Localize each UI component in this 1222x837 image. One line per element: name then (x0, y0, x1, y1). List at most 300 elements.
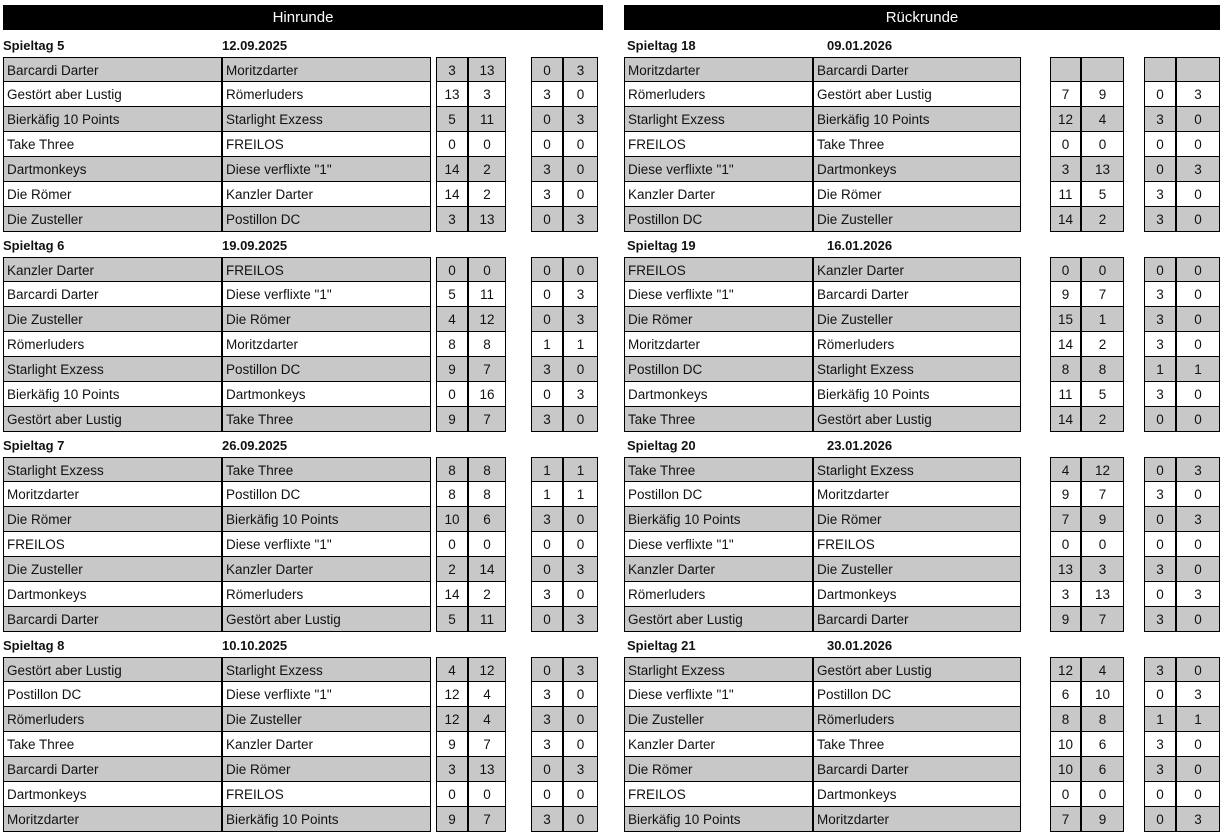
away-team-cell[interactable]: Starlight Exzess (813, 457, 1021, 482)
score-home-cell[interactable]: 14 (436, 157, 468, 182)
points-away-cell[interactable]: 3 (1176, 457, 1220, 482)
home-team-cell[interactable]: Diese verflixte "1" (624, 532, 813, 557)
points-away-cell[interactable]: 3 (563, 757, 598, 782)
points-home-cell[interactable]: 1 (531, 482, 563, 507)
home-team-cell[interactable]: Starlight Exzess (624, 107, 813, 132)
points-away-cell[interactable]: 0 (1176, 657, 1220, 682)
points-home-cell[interactable]: 0 (531, 607, 563, 632)
home-team-cell[interactable]: FREILOS (624, 257, 813, 282)
points-home-cell[interactable]: 3 (1144, 282, 1176, 307)
score-away-cell[interactable]: 4 (1081, 107, 1124, 132)
points-away-cell[interactable]: 0 (563, 807, 598, 832)
score-home-cell[interactable]: 12 (1050, 657, 1081, 682)
points-home-cell[interactable]: 0 (531, 307, 563, 332)
away-team-cell[interactable]: Dartmonkeys (813, 157, 1021, 182)
score-away-cell[interactable]: 4 (468, 682, 506, 707)
score-away-cell[interactable]: 2 (468, 582, 506, 607)
away-team-cell[interactable]: Die Zusteller (813, 207, 1021, 232)
score-home-cell[interactable]: 8 (1050, 707, 1081, 732)
score-away-cell[interactable]: 8 (468, 332, 506, 357)
points-home-cell[interactable]: 0 (531, 132, 563, 157)
points-away-cell[interactable]: 1 (563, 482, 598, 507)
home-team-cell[interactable]: Starlight Exzess (3, 357, 222, 382)
away-team-cell[interactable]: Bierkäfig 10 Points (222, 507, 431, 532)
points-home-cell[interactable]: 3 (1144, 107, 1176, 132)
score-away-cell[interactable]: 13 (468, 757, 506, 782)
home-team-cell[interactable]: Starlight Exzess (624, 657, 813, 682)
score-home-cell[interactable]: 7 (1050, 807, 1081, 832)
score-home-cell[interactable]: 11 (1050, 182, 1081, 207)
points-home-cell[interactable]: 0 (531, 382, 563, 407)
points-away-cell[interactable]: 0 (1176, 207, 1220, 232)
home-team-cell[interactable]: Die Zusteller (624, 707, 813, 732)
score-home-cell[interactable]: 5 (436, 607, 468, 632)
points-away-cell[interactable]: 0 (1176, 607, 1220, 632)
away-team-cell[interactable]: Römerluders (813, 332, 1021, 357)
away-team-cell[interactable]: Gestört aber Lustig (813, 82, 1021, 107)
home-team-cell[interactable]: Die Zusteller (3, 307, 222, 332)
away-team-cell[interactable]: Römerluders (222, 82, 431, 107)
home-team-cell[interactable]: Gestört aber Lustig (3, 657, 222, 682)
home-team-cell[interactable]: Diese verflixte "1" (624, 682, 813, 707)
score-home-cell[interactable]: 0 (1050, 782, 1081, 807)
points-home-cell[interactable]: 3 (1144, 482, 1176, 507)
home-team-cell[interactable]: Diese verflixte "1" (624, 157, 813, 182)
score-home-cell[interactable]: 7 (1050, 507, 1081, 532)
points-home-cell[interactable]: 0 (1144, 132, 1176, 157)
score-away-cell[interactable]: 14 (468, 557, 506, 582)
score-home-cell[interactable]: 4 (436, 657, 468, 682)
away-team-cell[interactable]: Dartmonkeys (813, 582, 1021, 607)
points-home-cell[interactable]: 0 (531, 107, 563, 132)
home-team-cell[interactable]: Take Three (624, 407, 813, 432)
points-home-cell[interactable]: 3 (531, 157, 563, 182)
points-home-cell[interactable]: 3 (1144, 732, 1176, 757)
away-team-cell[interactable]: Moritzdarter (222, 332, 431, 357)
away-team-cell[interactable]: Gestört aber Lustig (813, 407, 1021, 432)
score-away-cell[interactable]: 0 (1081, 532, 1124, 557)
home-team-cell[interactable]: Bierkäfig 10 Points (624, 807, 813, 832)
points-away-cell[interactable]: 3 (1176, 82, 1220, 107)
points-away-cell[interactable]: 0 (1176, 332, 1220, 357)
score-away-cell[interactable]: 0 (468, 132, 506, 157)
points-away-cell[interactable]: 0 (563, 732, 598, 757)
score-away-cell[interactable]: 8 (1081, 707, 1124, 732)
score-away-cell[interactable]: 0 (468, 782, 506, 807)
score-home-cell[interactable]: 4 (436, 307, 468, 332)
points-home-cell[interactable]: 0 (531, 757, 563, 782)
points-home-cell[interactable]: 3 (531, 507, 563, 532)
points-away-cell[interactable]: 3 (1176, 682, 1220, 707)
home-team-cell[interactable]: Bierkäfig 10 Points (624, 507, 813, 532)
away-team-cell[interactable]: Dartmonkeys (813, 782, 1021, 807)
home-team-cell[interactable]: Barcardi Darter (3, 607, 222, 632)
score-away-cell[interactable]: 10 (1081, 682, 1124, 707)
away-team-cell[interactable]: Gestört aber Lustig (813, 657, 1021, 682)
home-team-cell[interactable]: Take Three (3, 732, 222, 757)
away-team-cell[interactable]: Postillon DC (222, 357, 431, 382)
away-team-cell[interactable]: FREILOS (813, 532, 1021, 557)
score-away-cell[interactable]: 2 (468, 182, 506, 207)
points-home-cell[interactable]: 3 (531, 582, 563, 607)
points-home-cell[interactable]: 0 (531, 257, 563, 282)
points-home-cell[interactable]: 3 (1144, 757, 1176, 782)
points-home-cell[interactable]: 3 (531, 732, 563, 757)
home-team-cell[interactable]: Die Römer (624, 757, 813, 782)
points-away-cell[interactable]: 0 (563, 707, 598, 732)
away-team-cell[interactable]: Römerluders (222, 582, 431, 607)
score-away-cell[interactable]: 11 (468, 607, 506, 632)
points-away-cell[interactable]: 0 (563, 532, 598, 557)
score-away-cell[interactable]: 16 (468, 382, 506, 407)
score-home-cell[interactable]: 4 (1050, 457, 1081, 482)
points-away-cell[interactable]: 3 (563, 307, 598, 332)
score-home-cell[interactable]: 5 (436, 282, 468, 307)
points-home-cell[interactable]: 0 (531, 557, 563, 582)
away-team-cell[interactable]: Die Zusteller (813, 557, 1021, 582)
home-team-cell[interactable]: Die Zusteller (3, 207, 222, 232)
score-away-cell[interactable]: 4 (1081, 657, 1124, 682)
points-home-cell[interactable]: 3 (531, 707, 563, 732)
home-team-cell[interactable]: Die Römer (3, 182, 222, 207)
points-home-cell[interactable]: 1 (1144, 707, 1176, 732)
score-away-cell[interactable]: 5 (1081, 182, 1124, 207)
points-away-cell[interactable]: 3 (1176, 507, 1220, 532)
away-team-cell[interactable]: Starlight Exzess (222, 107, 431, 132)
home-team-cell[interactable]: Postillon DC (3, 682, 222, 707)
score-away-cell[interactable]: 11 (468, 107, 506, 132)
points-home-cell[interactable]: 3 (531, 407, 563, 432)
score-home-cell[interactable]: 5 (436, 107, 468, 132)
points-home-cell[interactable]: 3 (531, 357, 563, 382)
away-team-cell[interactable]: Kanzler Darter (222, 557, 431, 582)
away-team-cell[interactable]: Die Römer (222, 757, 431, 782)
points-away-cell[interactable]: 1 (563, 332, 598, 357)
away-team-cell[interactable]: Die Zusteller (222, 707, 431, 732)
points-away-cell[interactable]: 0 (1176, 307, 1220, 332)
score-away-cell[interactable]: 12 (1081, 457, 1124, 482)
score-away-cell[interactable]: 0 (468, 532, 506, 557)
home-team-cell[interactable]: Moritzdarter (624, 332, 813, 357)
home-team-cell[interactable]: Diese verflixte "1" (624, 282, 813, 307)
score-home-cell[interactable]: 8 (436, 482, 468, 507)
points-away-cell[interactable]: 3 (563, 57, 598, 82)
score-home-cell[interactable]: 0 (436, 382, 468, 407)
points-home-cell[interactable]: 0 (1144, 257, 1176, 282)
points-away-cell[interactable]: 3 (563, 282, 598, 307)
away-team-cell[interactable]: Dartmonkeys (222, 382, 431, 407)
points-home-cell[interactable]: 0 (1144, 457, 1176, 482)
points-away-cell[interactable]: 3 (1176, 582, 1220, 607)
score-home-cell[interactable]: 3 (1050, 157, 1081, 182)
points-away-cell[interactable]: 3 (563, 607, 598, 632)
home-team-cell[interactable]: FREILOS (624, 782, 813, 807)
score-home-cell[interactable]: 8 (436, 457, 468, 482)
points-home-cell[interactable]: 3 (531, 682, 563, 707)
home-team-cell[interactable]: Barcardi Darter (3, 757, 222, 782)
away-team-cell[interactable]: Diese verflixte "1" (222, 532, 431, 557)
score-home-cell[interactable]: 0 (436, 782, 468, 807)
home-team-cell[interactable]: Die Römer (3, 507, 222, 532)
score-away-cell[interactable]: 13 (1081, 157, 1124, 182)
score-away-cell[interactable]: 7 (1081, 607, 1124, 632)
away-team-cell[interactable]: Diese verflixte "1" (222, 282, 431, 307)
home-team-cell[interactable]: Postillon DC (624, 357, 813, 382)
score-home-cell[interactable]: 10 (436, 507, 468, 532)
score-home-cell[interactable]: 9 (436, 407, 468, 432)
points-home-cell[interactable]: 0 (1144, 807, 1176, 832)
points-home-cell[interactable]: 3 (1144, 207, 1176, 232)
score-away-cell[interactable]: 8 (468, 482, 506, 507)
home-team-cell[interactable]: Kanzler Darter (624, 732, 813, 757)
score-away-cell[interactable]: 9 (1081, 807, 1124, 832)
points-away-cell[interactable]: 1 (1176, 707, 1220, 732)
points-away-cell[interactable]: 0 (563, 507, 598, 532)
points-away-cell[interactable]: 0 (1176, 757, 1220, 782)
home-team-cell[interactable]: Römerluders (3, 707, 222, 732)
points-away-cell[interactable]: 0 (1176, 132, 1220, 157)
away-team-cell[interactable]: Postillon DC (222, 207, 431, 232)
score-home-cell[interactable]: 0 (436, 132, 468, 157)
home-team-cell[interactable]: FREILOS (3, 532, 222, 557)
away-team-cell[interactable]: FREILOS (222, 782, 431, 807)
score-away-cell[interactable]: 12 (468, 307, 506, 332)
home-team-cell[interactable]: Postillon DC (624, 207, 813, 232)
score-home-cell[interactable]: 15 (1050, 307, 1081, 332)
points-home-cell[interactable]: 1 (1144, 357, 1176, 382)
score-away-cell[interactable] (1081, 57, 1124, 82)
score-home-cell[interactable]: 9 (1050, 482, 1081, 507)
score-home-cell[interactable]: 12 (436, 707, 468, 732)
score-home-cell[interactable]: 2 (436, 557, 468, 582)
away-team-cell[interactable]: Starlight Exzess (222, 657, 431, 682)
points-home-cell[interactable]: 3 (1144, 382, 1176, 407)
score-home-cell[interactable]: 10 (1050, 757, 1081, 782)
points-home-cell[interactable]: 3 (1144, 557, 1176, 582)
points-away-cell[interactable]: 0 (563, 682, 598, 707)
away-team-cell[interactable]: Starlight Exzess (813, 357, 1021, 382)
away-team-cell[interactable]: Diese verflixte "1" (222, 157, 431, 182)
home-team-cell[interactable]: Starlight Exzess (3, 457, 222, 482)
away-team-cell[interactable]: Take Three (813, 132, 1021, 157)
points-away-cell[interactable]: 0 (563, 257, 598, 282)
points-away-cell[interactable]: 0 (1176, 107, 1220, 132)
home-team-cell[interactable]: Dartmonkeys (3, 782, 222, 807)
score-home-cell[interactable]: 13 (1050, 557, 1081, 582)
score-away-cell[interactable]: 13 (468, 207, 506, 232)
away-team-cell[interactable]: Postillon DC (222, 482, 431, 507)
score-home-cell[interactable]: 14 (1050, 407, 1081, 432)
home-team-cell[interactable]: Barcardi Darter (3, 282, 222, 307)
points-away-cell[interactable]: 0 (1176, 407, 1220, 432)
home-team-cell[interactable]: Take Three (3, 132, 222, 157)
away-team-cell[interactable]: Barcardi Darter (813, 57, 1021, 82)
score-away-cell[interactable]: 6 (1081, 757, 1124, 782)
away-team-cell[interactable]: Die Zusteller (813, 307, 1021, 332)
score-home-cell[interactable]: 13 (436, 82, 468, 107)
points-away-cell[interactable]: 0 (1176, 382, 1220, 407)
points-away-cell[interactable]: 0 (1176, 557, 1220, 582)
points-home-cell[interactable]: 0 (531, 282, 563, 307)
score-home-cell[interactable]: 12 (1050, 107, 1081, 132)
score-home-cell[interactable]: 9 (1050, 607, 1081, 632)
score-away-cell[interactable]: 2 (1081, 407, 1124, 432)
away-team-cell[interactable]: Bierkäfig 10 Points (813, 107, 1021, 132)
away-team-cell[interactable]: Bierkäfig 10 Points (813, 382, 1021, 407)
away-team-cell[interactable]: Barcardi Darter (813, 607, 1021, 632)
points-home-cell[interactable]: 3 (1144, 182, 1176, 207)
points-home-cell[interactable]: 0 (1144, 532, 1176, 557)
home-team-cell[interactable]: Dartmonkeys (3, 157, 222, 182)
away-team-cell[interactable]: Diese verflixte "1" (222, 682, 431, 707)
score-away-cell[interactable]: 8 (1081, 357, 1124, 382)
points-away-cell[interactable]: 0 (563, 157, 598, 182)
score-home-cell[interactable]: 9 (436, 807, 468, 832)
away-team-cell[interactable]: Bierkäfig 10 Points (222, 807, 431, 832)
score-away-cell[interactable]: 7 (468, 807, 506, 832)
away-team-cell[interactable]: Die Römer (813, 182, 1021, 207)
score-away-cell[interactable]: 4 (468, 707, 506, 732)
points-away-cell[interactable]: 0 (563, 357, 598, 382)
score-home-cell[interactable]: 3 (1050, 582, 1081, 607)
home-team-cell[interactable]: Postillon DC (624, 482, 813, 507)
score-away-cell[interactable]: 1 (1081, 307, 1124, 332)
score-home-cell[interactable]: 7 (1050, 82, 1081, 107)
home-team-cell[interactable]: Moritzdarter (624, 57, 813, 82)
score-home-cell[interactable]: 3 (436, 207, 468, 232)
away-team-cell[interactable]: Take Three (813, 732, 1021, 757)
score-home-cell[interactable]: 11 (1050, 382, 1081, 407)
points-home-cell[interactable]: 3 (531, 182, 563, 207)
away-team-cell[interactable]: Postillon DC (813, 682, 1021, 707)
score-home-cell[interactable] (1050, 57, 1081, 82)
home-team-cell[interactable]: Moritzdarter (3, 482, 222, 507)
score-away-cell[interactable]: 6 (468, 507, 506, 532)
score-home-cell[interactable]: 14 (436, 582, 468, 607)
points-away-cell[interactable]: 0 (563, 132, 598, 157)
score-home-cell[interactable]: 0 (1050, 257, 1081, 282)
home-team-cell[interactable]: Römerluders (624, 582, 813, 607)
score-away-cell[interactable]: 3 (1081, 557, 1124, 582)
score-away-cell[interactable]: 13 (468, 57, 506, 82)
score-away-cell[interactable]: 2 (468, 157, 506, 182)
points-home-cell[interactable]: 0 (1144, 682, 1176, 707)
points-away-cell[interactable]: 0 (1176, 482, 1220, 507)
points-away-cell[interactable] (1176, 57, 1220, 82)
score-away-cell[interactable]: 7 (468, 407, 506, 432)
score-away-cell[interactable]: 13 (1081, 582, 1124, 607)
home-team-cell[interactable]: Dartmonkeys (3, 582, 222, 607)
points-home-cell[interactable]: 1 (531, 332, 563, 357)
points-away-cell[interactable]: 0 (1176, 532, 1220, 557)
away-team-cell[interactable]: Take Three (222, 407, 431, 432)
score-home-cell[interactable]: 0 (436, 257, 468, 282)
away-team-cell[interactable]: Römerluders (813, 707, 1021, 732)
score-away-cell[interactable]: 7 (1081, 482, 1124, 507)
points-home-cell[interactable]: 0 (531, 207, 563, 232)
score-home-cell[interactable]: 0 (1050, 532, 1081, 557)
score-away-cell[interactable]: 0 (1081, 257, 1124, 282)
score-away-cell[interactable]: 2 (1081, 207, 1124, 232)
away-team-cell[interactable]: Moritzdarter (222, 57, 431, 82)
home-team-cell[interactable]: Moritzdarter (3, 807, 222, 832)
points-home-cell[interactable]: 3 (1144, 607, 1176, 632)
points-away-cell[interactable]: 0 (563, 82, 598, 107)
home-team-cell[interactable]: Bierkäfig 10 Points (3, 382, 222, 407)
points-home-cell[interactable]: 0 (531, 782, 563, 807)
home-team-cell[interactable]: Barcardi Darter (3, 57, 222, 82)
away-team-cell[interactable]: Barcardi Darter (813, 757, 1021, 782)
points-home-cell[interactable]: 0 (1144, 782, 1176, 807)
points-home-cell[interactable]: 3 (1144, 307, 1176, 332)
points-away-cell[interactable]: 0 (1176, 257, 1220, 282)
points-away-cell[interactable]: 0 (1176, 782, 1220, 807)
away-team-cell[interactable]: Kanzler Darter (222, 182, 431, 207)
points-home-cell[interactable]: 0 (1144, 582, 1176, 607)
score-home-cell[interactable]: 0 (1050, 132, 1081, 157)
score-away-cell[interactable]: 7 (468, 357, 506, 382)
points-home-cell[interactable]: 0 (531, 57, 563, 82)
points-home-cell[interactable]: 0 (531, 532, 563, 557)
score-home-cell[interactable]: 9 (436, 357, 468, 382)
score-away-cell[interactable]: 12 (468, 657, 506, 682)
score-away-cell[interactable]: 9 (1081, 507, 1124, 532)
home-team-cell[interactable]: Bierkäfig 10 Points (3, 107, 222, 132)
points-home-cell[interactable]: 0 (531, 657, 563, 682)
points-away-cell[interactable]: 3 (563, 557, 598, 582)
away-team-cell[interactable]: Die Römer (813, 507, 1021, 532)
score-away-cell[interactable]: 0 (1081, 132, 1124, 157)
score-home-cell[interactable]: 0 (436, 532, 468, 557)
home-team-cell[interactable]: Gestört aber Lustig (3, 407, 222, 432)
away-team-cell[interactable]: Moritzdarter (813, 482, 1021, 507)
home-team-cell[interactable]: Kanzler Darter (3, 257, 222, 282)
points-away-cell[interactable]: 3 (563, 107, 598, 132)
score-home-cell[interactable]: 12 (436, 682, 468, 707)
points-away-cell[interactable]: 3 (1176, 807, 1220, 832)
points-away-cell[interactable]: 0 (563, 407, 598, 432)
score-away-cell[interactable]: 7 (1081, 282, 1124, 307)
away-team-cell[interactable]: Kanzler Darter (222, 732, 431, 757)
points-home-cell[interactable]: 3 (1144, 332, 1176, 357)
score-away-cell[interactable]: 0 (1081, 782, 1124, 807)
home-team-cell[interactable]: Gestört aber Lustig (624, 607, 813, 632)
away-team-cell[interactable]: Die Römer (222, 307, 431, 332)
away-team-cell[interactable]: FREILOS (222, 257, 431, 282)
away-team-cell[interactable]: FREILOS (222, 132, 431, 157)
score-home-cell[interactable]: 14 (1050, 332, 1081, 357)
points-away-cell[interactable]: 0 (1176, 182, 1220, 207)
score-home-cell[interactable]: 3 (436, 57, 468, 82)
score-home-cell[interactable]: 9 (1050, 282, 1081, 307)
home-team-cell[interactable]: Römerluders (3, 332, 222, 357)
home-team-cell[interactable]: Die Zusteller (3, 557, 222, 582)
points-away-cell[interactable]: 0 (1176, 282, 1220, 307)
points-home-cell[interactable]: 1 (531, 457, 563, 482)
score-away-cell[interactable]: 5 (1081, 382, 1124, 407)
home-team-cell[interactable]: Römerluders (624, 82, 813, 107)
points-away-cell[interactable]: 3 (563, 382, 598, 407)
points-home-cell[interactable]: 0 (1144, 157, 1176, 182)
score-home-cell[interactable]: 14 (1050, 207, 1081, 232)
points-away-cell[interactable]: 0 (563, 182, 598, 207)
points-home-cell[interactable]: 3 (531, 82, 563, 107)
home-team-cell[interactable]: Die Römer (624, 307, 813, 332)
score-home-cell[interactable]: 6 (1050, 682, 1081, 707)
points-home-cell[interactable]: 0 (1144, 407, 1176, 432)
away-team-cell[interactable]: Gestört aber Lustig (222, 607, 431, 632)
points-away-cell[interactable]: 3 (563, 207, 598, 232)
